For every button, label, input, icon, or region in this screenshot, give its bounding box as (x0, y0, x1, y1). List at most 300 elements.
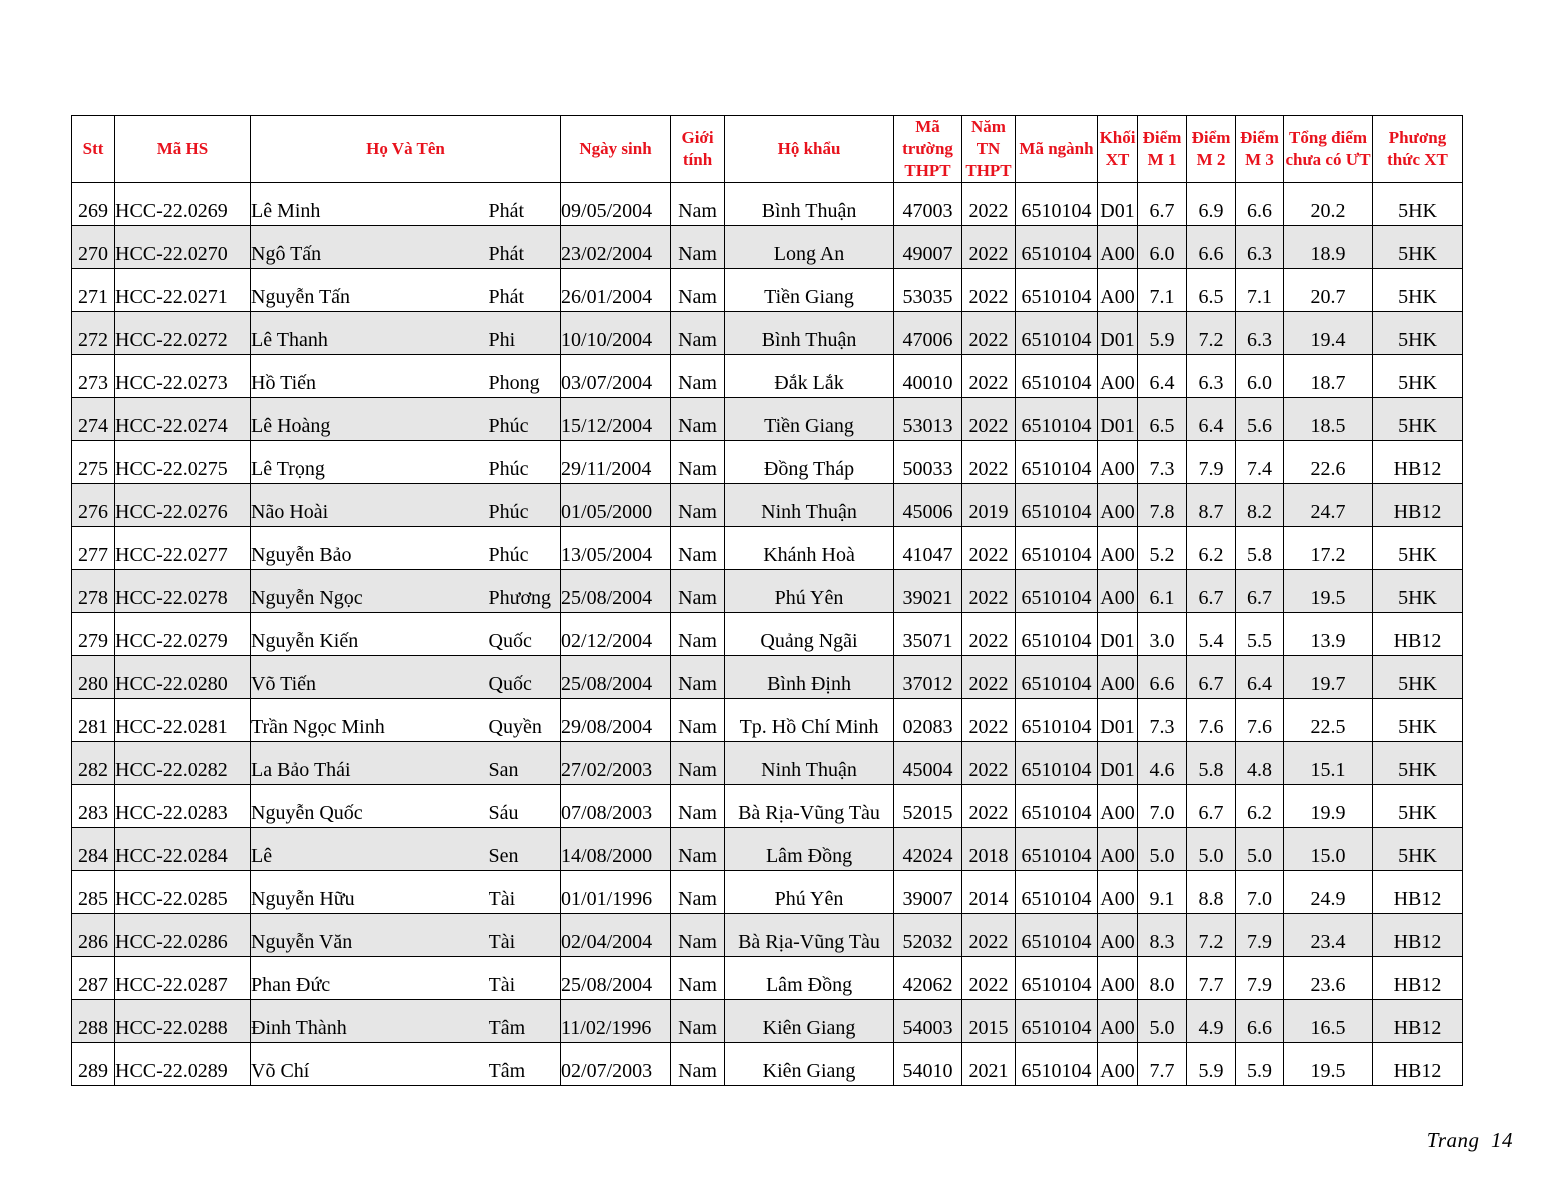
cell-ma-nganh: 6510104 (1016, 828, 1098, 871)
cell-ma-hs: HCC-22.0287 (115, 957, 251, 1000)
cell-tong-diem: 23.4 (1284, 914, 1373, 957)
cell-ma-nganh: 6510104 (1016, 355, 1098, 398)
cell-phuong-thuc: 5HK (1373, 312, 1463, 355)
cell-diem-m3: 7.4 (1236, 441, 1284, 484)
cell-phuong-thuc: HB12 (1373, 1000, 1463, 1043)
cell-ma-nganh: 6510104 (1016, 398, 1098, 441)
cell-ma-hs: HCC-22.0274 (115, 398, 251, 441)
cell-diem-m2: 7.7 (1187, 957, 1236, 1000)
cell-ten: Tài (489, 871, 561, 914)
cell-diem-m3: 6.6 (1236, 183, 1284, 226)
header-ma-nganh: Mã ngành (1016, 116, 1098, 183)
cell-ten: Phúc (489, 398, 561, 441)
cell-nam-tn: 2022 (962, 312, 1016, 355)
cell-ten: Tâm (489, 1000, 561, 1043)
cell-stt: 276 (72, 484, 115, 527)
cell-stt: 278 (72, 570, 115, 613)
cell-ngay-sinh: 09/05/2004 (561, 183, 671, 226)
table-row (72, 828, 1463, 871)
cell-ma-hs: HCC-22.0286 (115, 914, 251, 957)
cell-diem-m2: 6.9 (1187, 183, 1236, 226)
cell-diem-m1: 6.5 (1138, 398, 1187, 441)
cell-ma-hs: HCC-22.0284 (115, 828, 251, 871)
cell-diem-m1: 3.0 (1138, 613, 1187, 656)
cell-khoi-xt: A00 (1098, 527, 1138, 570)
cell-ngay-sinh: 27/02/2003 (561, 742, 671, 785)
cell-ma-nganh: 6510104 (1016, 441, 1098, 484)
cell-ten: Tài (489, 914, 561, 957)
cell-stt: 277 (72, 527, 115, 570)
cell-tong-diem: 17.2 (1284, 527, 1373, 570)
header-row (72, 116, 1463, 183)
cell-stt: 280 (72, 656, 115, 699)
cell-diem-m2: 7.6 (1187, 699, 1236, 742)
cell-ho-khau: Kiên Giang (725, 1043, 894, 1086)
cell-ngay-sinh: 11/02/1996 (561, 1000, 671, 1043)
table-row (72, 957, 1463, 1000)
cell-gioi-tinh: Nam (671, 613, 725, 656)
cell-tong-diem: 18.9 (1284, 226, 1373, 269)
cell-ma-nganh: 6510104 (1016, 183, 1098, 226)
cell-ma-hs: HCC-22.0281 (115, 699, 251, 742)
cell-diem-m3: 6.3 (1236, 312, 1284, 355)
cell-phuong-thuc: 5HK (1373, 398, 1463, 441)
cell-tong-diem: 24.7 (1284, 484, 1373, 527)
cell-nam-tn: 2022 (962, 914, 1016, 957)
cell-ten: Phi (489, 312, 561, 355)
cell-diem-m2: 6.7 (1187, 656, 1236, 699)
cell-tong-diem: 23.6 (1284, 957, 1373, 1000)
cell-gioi-tinh: Nam (671, 398, 725, 441)
cell-diem-m1: 6.1 (1138, 570, 1187, 613)
header-tong-diem: Tổng điểm chưa có ƯT (1284, 116, 1373, 183)
cell-khoi-xt: A00 (1098, 957, 1138, 1000)
cell-ho-ten: Lê Trọng (251, 441, 489, 484)
cell-ten: Phúc (489, 484, 561, 527)
cell-ma-truong: 49007 (894, 226, 962, 269)
cell-khoi-xt: A00 (1098, 355, 1138, 398)
cell-nam-tn: 2022 (962, 742, 1016, 785)
cell-ma-nganh: 6510104 (1016, 269, 1098, 312)
cell-tong-diem: 15.1 (1284, 742, 1373, 785)
cell-stt: 275 (72, 441, 115, 484)
cell-diem-m3: 6.3 (1236, 226, 1284, 269)
header-ngay-sinh: Ngày sinh (561, 116, 671, 183)
cell-ma-nganh: 6510104 (1016, 871, 1098, 914)
cell-diem-m3: 7.0 (1236, 871, 1284, 914)
cell-nam-tn: 2022 (962, 226, 1016, 269)
cell-stt: 284 (72, 828, 115, 871)
cell-ten: Sáu (489, 785, 561, 828)
cell-ho-khau: Tp. Hồ Chí Minh (725, 699, 894, 742)
cell-gioi-tinh: Nam (671, 570, 725, 613)
cell-gioi-tinh: Nam (671, 656, 725, 699)
cell-tong-diem: 24.9 (1284, 871, 1373, 914)
cell-ngay-sinh: 25/08/2004 (561, 570, 671, 613)
header-stt: Stt (72, 116, 115, 183)
header-ho-va-ten: Họ Và Tên (251, 116, 561, 183)
cell-ten: Phong (489, 355, 561, 398)
cell-diem-m3: 4.8 (1236, 742, 1284, 785)
cell-ten: Tài (489, 957, 561, 1000)
cell-nam-tn: 2022 (962, 785, 1016, 828)
cell-diem-m3: 7.9 (1236, 914, 1284, 957)
cell-gioi-tinh: Nam (671, 441, 725, 484)
cell-gioi-tinh: Nam (671, 871, 725, 914)
cell-phuong-thuc: 5HK (1373, 828, 1463, 871)
cell-ma-nganh: 6510104 (1016, 312, 1098, 355)
cell-diem-m3: 6.2 (1236, 785, 1284, 828)
cell-ma-hs: HCC-22.0279 (115, 613, 251, 656)
cell-diem-m1: 4.6 (1138, 742, 1187, 785)
cell-ho-khau: Phú Yên (725, 570, 894, 613)
cell-stt: 270 (72, 226, 115, 269)
cell-khoi-xt: A00 (1098, 1000, 1138, 1043)
cell-ho-khau: Đồng Tháp (725, 441, 894, 484)
cell-ma-nganh: 6510104 (1016, 1043, 1098, 1086)
header-ma-truong: Mã trường THPT (894, 116, 962, 183)
cell-stt: 281 (72, 699, 115, 742)
cell-diem-m1: 6.4 (1138, 355, 1187, 398)
cell-diem-m2: 8.8 (1187, 871, 1236, 914)
cell-diem-m2: 6.5 (1187, 269, 1236, 312)
cell-diem-m3: 5.6 (1236, 398, 1284, 441)
cell-khoi-xt: A00 (1098, 828, 1138, 871)
cell-diem-m1: 7.3 (1138, 699, 1187, 742)
cell-diem-m1: 5.2 (1138, 527, 1187, 570)
header-diem-m3: Điểm M 3 (1236, 116, 1284, 183)
cell-diem-m1: 6.7 (1138, 183, 1187, 226)
cell-ma-truong: 39021 (894, 570, 962, 613)
header-nam-tn: Năm TN THPT (962, 116, 1016, 183)
cell-ngay-sinh: 14/08/2000 (561, 828, 671, 871)
cell-phuong-thuc: 5HK (1373, 699, 1463, 742)
cell-nam-tn: 2022 (962, 527, 1016, 570)
table-row (72, 1000, 1463, 1043)
cell-phuong-thuc: 5HK (1373, 183, 1463, 226)
table-row (72, 656, 1463, 699)
cell-diem-m3: 5.0 (1236, 828, 1284, 871)
cell-phuong-thuc: HB12 (1373, 871, 1463, 914)
cell-khoi-xt: D01 (1098, 183, 1138, 226)
cell-khoi-xt: D01 (1098, 613, 1138, 656)
cell-ngay-sinh: 02/07/2003 (561, 1043, 671, 1086)
cell-diem-m2: 7.9 (1187, 441, 1236, 484)
cell-ma-hs: HCC-22.0270 (115, 226, 251, 269)
cell-ma-truong: 50033 (894, 441, 962, 484)
cell-ten: San (489, 742, 561, 785)
cell-ma-hs: HCC-22.0282 (115, 742, 251, 785)
cell-diem-m3: 6.0 (1236, 355, 1284, 398)
table-row (72, 527, 1463, 570)
cell-ma-hs: HCC-22.0276 (115, 484, 251, 527)
cell-khoi-xt: D01 (1098, 742, 1138, 785)
cell-ma-hs: HCC-22.0278 (115, 570, 251, 613)
cell-ma-hs: HCC-22.0289 (115, 1043, 251, 1086)
cell-ma-truong: 40010 (894, 355, 962, 398)
cell-ho-khau: Phú Yên (725, 871, 894, 914)
cell-ma-nganh: 6510104 (1016, 957, 1098, 1000)
cell-ma-hs: HCC-22.0285 (115, 871, 251, 914)
cell-nam-tn: 2022 (962, 183, 1016, 226)
cell-stt: 288 (72, 1000, 115, 1043)
cell-ngay-sinh: 23/02/2004 (561, 226, 671, 269)
cell-diem-m1: 8.0 (1138, 957, 1187, 1000)
cell-ma-nganh: 6510104 (1016, 527, 1098, 570)
cell-phuong-thuc: 5HK (1373, 570, 1463, 613)
cell-khoi-xt: A00 (1098, 785, 1138, 828)
cell-diem-m1: 9.1 (1138, 871, 1187, 914)
cell-ma-hs: HCC-22.0277 (115, 527, 251, 570)
cell-ho-khau: Ninh Thuận (725, 742, 894, 785)
cell-ma-hs: HCC-22.0288 (115, 1000, 251, 1043)
cell-ten: Phát (489, 226, 561, 269)
cell-gioi-tinh: Nam (671, 183, 725, 226)
cell-phuong-thuc: HB12 (1373, 613, 1463, 656)
cell-nam-tn: 2014 (962, 871, 1016, 914)
cell-phuong-thuc: HB12 (1373, 957, 1463, 1000)
cell-diem-m3: 7.9 (1236, 957, 1284, 1000)
cell-nam-tn: 2022 (962, 957, 1016, 1000)
cell-ho-ten: Hồ Tiến (251, 355, 489, 398)
cell-ngay-sinh: 02/12/2004 (561, 613, 671, 656)
cell-ngay-sinh: 29/11/2004 (561, 441, 671, 484)
cell-phuong-thuc: 5HK (1373, 226, 1463, 269)
cell-ho-ten: Lê (251, 828, 489, 871)
cell-ten: Quyền (489, 699, 561, 742)
cell-ma-truong: 52015 (894, 785, 962, 828)
cell-ma-truong: 41047 (894, 527, 962, 570)
cell-phuong-thuc: 5HK (1373, 527, 1463, 570)
cell-phuong-thuc: 5HK (1373, 269, 1463, 312)
cell-ho-ten: Não Hoài (251, 484, 489, 527)
cell-ma-truong: 42024 (894, 828, 962, 871)
cell-nam-tn: 2022 (962, 269, 1016, 312)
table-row (72, 312, 1463, 355)
cell-ho-ten: Võ Chí (251, 1043, 489, 1086)
cell-nam-tn: 2022 (962, 570, 1016, 613)
cell-ma-truong: 53035 (894, 269, 962, 312)
cell-ngay-sinh: 03/07/2004 (561, 355, 671, 398)
cell-gioi-tinh: Nam (671, 914, 725, 957)
cell-ma-truong: 47003 (894, 183, 962, 226)
cell-ho-ten: Nguyễn Kiến (251, 613, 489, 656)
cell-ma-truong: 52032 (894, 914, 962, 957)
table-row (72, 183, 1463, 226)
header-diem-m1: Điểm M 1 (1138, 116, 1187, 183)
cell-ma-truong: 45006 (894, 484, 962, 527)
cell-ma-truong: 54003 (894, 1000, 962, 1043)
cell-ma-nganh: 6510104 (1016, 1000, 1098, 1043)
cell-ma-truong: 54010 (894, 1043, 962, 1086)
cell-gioi-tinh: Nam (671, 226, 725, 269)
cell-ho-khau: Bình Thuận (725, 312, 894, 355)
cell-stt: 272 (72, 312, 115, 355)
admissions-table (71, 115, 1463, 1086)
cell-ten: Quốc (489, 613, 561, 656)
cell-tong-diem: 19.4 (1284, 312, 1373, 355)
table-row (72, 613, 1463, 656)
cell-ma-truong: 53013 (894, 398, 962, 441)
cell-stt: 279 (72, 613, 115, 656)
cell-diem-m2: 5.8 (1187, 742, 1236, 785)
cell-diem-m2: 6.4 (1187, 398, 1236, 441)
cell-khoi-xt: A00 (1098, 484, 1138, 527)
cell-ho-ten: Ngô Tấn (251, 226, 489, 269)
cell-nam-tn: 2022 (962, 699, 1016, 742)
cell-ngay-sinh: 29/08/2004 (561, 699, 671, 742)
cell-tong-diem: 15.0 (1284, 828, 1373, 871)
table-row (72, 1043, 1463, 1086)
table-row (72, 871, 1463, 914)
cell-phuong-thuc: 5HK (1373, 785, 1463, 828)
cell-gioi-tinh: Nam (671, 1043, 725, 1086)
cell-ngay-sinh: 02/04/2004 (561, 914, 671, 957)
cell-phuong-thuc: 5HK (1373, 742, 1463, 785)
cell-diem-m1: 5.0 (1138, 1000, 1187, 1043)
table-row (72, 398, 1463, 441)
cell-diem-m3: 5.8 (1236, 527, 1284, 570)
cell-tong-diem: 19.5 (1284, 1043, 1373, 1086)
cell-khoi-xt: A00 (1098, 570, 1138, 613)
cell-diem-m1: 6.6 (1138, 656, 1187, 699)
cell-ngay-sinh: 25/08/2004 (561, 656, 671, 699)
header-ho-khau: Hộ khẩu (725, 116, 894, 183)
cell-ho-khau: Quảng Ngãi (725, 613, 894, 656)
cell-ten: Quốc (489, 656, 561, 699)
cell-ten: Phúc (489, 527, 561, 570)
table-row (72, 226, 1463, 269)
cell-phuong-thuc: HB12 (1373, 1043, 1463, 1086)
cell-ho-ten: Nguyễn Tấn (251, 269, 489, 312)
cell-diem-m3: 6.6 (1236, 1000, 1284, 1043)
cell-khoi-xt: A00 (1098, 1043, 1138, 1086)
cell-phuong-thuc: HB12 (1373, 484, 1463, 527)
cell-ho-khau: Tiền Giang (725, 269, 894, 312)
cell-tong-diem: 22.5 (1284, 699, 1373, 742)
cell-tong-diem: 20.2 (1284, 183, 1373, 226)
cell-stt: 282 (72, 742, 115, 785)
cell-ho-khau: Bà Rịa-Vũng Tàu (725, 914, 894, 957)
cell-ma-truong: 35071 (894, 613, 962, 656)
cell-gioi-tinh: Nam (671, 269, 725, 312)
page-number: 14 (1491, 1128, 1513, 1152)
cell-ten: Phát (489, 183, 561, 226)
table-row (72, 914, 1463, 957)
cell-gioi-tinh: Nam (671, 742, 725, 785)
header-diem-m2: Điểm M 2 (1187, 116, 1236, 183)
cell-diem-m2: 6.7 (1187, 570, 1236, 613)
cell-gioi-tinh: Nam (671, 699, 725, 742)
cell-nam-tn: 2022 (962, 613, 1016, 656)
table-row (72, 441, 1463, 484)
cell-diem-m3: 6.4 (1236, 656, 1284, 699)
cell-ho-ten: Nguyễn Ngọc (251, 570, 489, 613)
cell-diem-m2: 6.6 (1187, 226, 1236, 269)
cell-gioi-tinh: Nam (671, 312, 725, 355)
cell-ma-nganh: 6510104 (1016, 699, 1098, 742)
cell-stt: 273 (72, 355, 115, 398)
cell-ma-truong: 37012 (894, 656, 962, 699)
cell-diem-m2: 8.7 (1187, 484, 1236, 527)
cell-ma-nganh: 6510104 (1016, 484, 1098, 527)
cell-ma-nganh: 6510104 (1016, 914, 1098, 957)
cell-diem-m2: 7.2 (1187, 914, 1236, 957)
cell-diem-m1: 7.0 (1138, 785, 1187, 828)
cell-tong-diem: 13.9 (1284, 613, 1373, 656)
cell-nam-tn: 2022 (962, 355, 1016, 398)
cell-ngay-sinh: 15/12/2004 (561, 398, 671, 441)
cell-ma-hs: HCC-22.0272 (115, 312, 251, 355)
cell-phuong-thuc: 5HK (1373, 656, 1463, 699)
table-row (72, 699, 1463, 742)
cell-khoi-xt: A00 (1098, 656, 1138, 699)
cell-ma-nganh: 6510104 (1016, 785, 1098, 828)
cell-ngay-sinh: 07/08/2003 (561, 785, 671, 828)
cell-gioi-tinh: Nam (671, 1000, 725, 1043)
cell-nam-tn: 2015 (962, 1000, 1016, 1043)
cell-tong-diem: 22.6 (1284, 441, 1373, 484)
cell-khoi-xt: A00 (1098, 269, 1138, 312)
cell-stt: 287 (72, 957, 115, 1000)
cell-nam-tn: 2018 (962, 828, 1016, 871)
cell-ho-khau: Lâm Đồng (725, 828, 894, 871)
page-label: Trang (1426, 1128, 1480, 1152)
header-phuong-thuc: Phương thức XT (1373, 116, 1463, 183)
cell-ngay-sinh: 26/01/2004 (561, 269, 671, 312)
cell-gioi-tinh: Nam (671, 527, 725, 570)
cell-ho-ten: Nguyễn Hữu (251, 871, 489, 914)
cell-nam-tn: 2022 (962, 398, 1016, 441)
cell-khoi-xt: D01 (1098, 312, 1138, 355)
cell-diem-m2: 4.9 (1187, 1000, 1236, 1043)
cell-diem-m3: 5.5 (1236, 613, 1284, 656)
table-body (72, 183, 1463, 1086)
cell-diem-m2: 5.0 (1187, 828, 1236, 871)
cell-diem-m2: 6.3 (1187, 355, 1236, 398)
cell-tong-diem: 19.5 (1284, 570, 1373, 613)
cell-ma-nganh: 6510104 (1016, 742, 1098, 785)
cell-diem-m1: 7.1 (1138, 269, 1187, 312)
cell-stt: 283 (72, 785, 115, 828)
cell-ho-ten: Lê Thanh (251, 312, 489, 355)
cell-diem-m1: 8.3 (1138, 914, 1187, 957)
cell-khoi-xt: A00 (1098, 441, 1138, 484)
cell-ho-khau: Ninh Thuận (725, 484, 894, 527)
cell-khoi-xt: D01 (1098, 699, 1138, 742)
cell-diem-m1: 5.0 (1138, 828, 1187, 871)
cell-nam-tn: 2022 (962, 656, 1016, 699)
cell-tong-diem: 20.7 (1284, 269, 1373, 312)
table-row (72, 355, 1463, 398)
cell-ngay-sinh: 01/01/1996 (561, 871, 671, 914)
cell-ngay-sinh: 10/10/2004 (561, 312, 671, 355)
cell-ten: Tâm (489, 1043, 561, 1086)
cell-tong-diem: 18.7 (1284, 355, 1373, 398)
cell-phuong-thuc: HB12 (1373, 441, 1463, 484)
cell-tong-diem: 16.5 (1284, 1000, 1373, 1043)
cell-diem-m2: 6.2 (1187, 527, 1236, 570)
cell-ho-ten: Nguyễn Bảo (251, 527, 489, 570)
cell-diem-m3: 7.1 (1236, 269, 1284, 312)
cell-diem-m2: 7.2 (1187, 312, 1236, 355)
cell-ho-ten: Võ Tiến (251, 656, 489, 699)
cell-ten: Phúc (489, 441, 561, 484)
cell-ho-khau: Lâm Đồng (725, 957, 894, 1000)
cell-ma-hs: HCC-22.0273 (115, 355, 251, 398)
cell-ma-nganh: 6510104 (1016, 570, 1098, 613)
cell-ma-hs: HCC-22.0275 (115, 441, 251, 484)
